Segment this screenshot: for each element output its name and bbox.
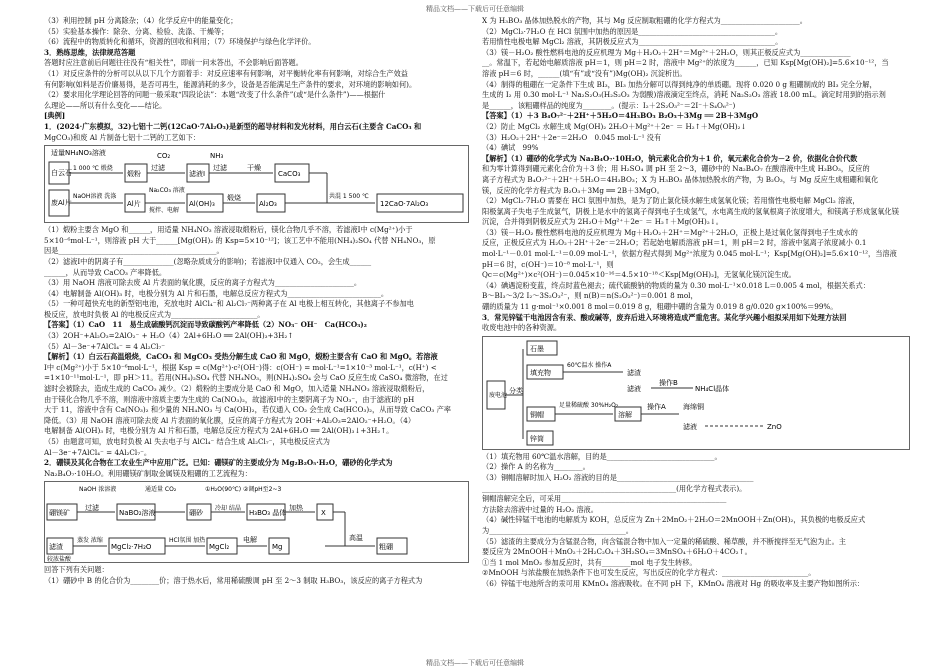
text-line: ______________________________________________________(用化学方程式表示)。 [482,483,747,493]
flow1-mix: 共混 1 500 ℃ [329,193,369,201]
flow3-residue: 滤渣 [627,368,641,377]
page-header: 精品文档——下载后可任意编辑 [426,5,524,13]
text-line: [典例] [44,111,66,121]
text-line: （6）锌锰干电池所含的汞可用 KMnO₄ 溶液吸收。在不同 pH 下，KMnO₄ 溶液对 Hg 的吸收率及主要产物如图所示： [482,578,865,588]
text-line: pH＝6 时，c(OH⁻)＝10⁻⁸ mol·L⁻¹，则 [482,259,614,269]
flow1-aloh3: Al(OH)₃ [189,200,215,209]
text-line: 生成的 I₂ 用 0.30 mol·L⁻¹ Na₂S₂O₃(H₂S₂O₃ 为弱酸)溶液滴定至终点，消耗 Na₂S₂O₃ 溶液 18.00 mL。滴定时用到的指示剂 [482,90,886,100]
left-text-block-3 [44,565,469,586]
flow2-heat: 加热 [289,504,303,513]
text-line: （3）2OH⁻+Al₂O₃=2AlO₂⁻ + H₂O（4）2Al+6H₂O ══ 2Al(OH)₃+3H₂↑ [44,331,294,341]
flow3-filtrate2: 滤液 [683,422,697,431]
text-line: 沉淀，合并得到阴极反应式为 2H₂O＋Mg²⁺＋2e⁻ ＝ H₂↑＋Mg(OH)₂↓。 [482,217,723,227]
text-line: 3．常见锌锰干电池因含有汞、酸或碱等，废弃后进入环境将造成严重危害。某化学兴趣小组拟采用如下处理方法回 [482,312,847,322]
flow1-filter2: 过滤 [213,164,227,173]
text-line: 若用惰性电极电解 MgCl₂ 溶液，其阴极反应式为______________________________________。 [482,37,783,47]
text-line: （4）碘遇淀粉变蓝，终点时蓝色褪去；硫代硫酸钠的物质的量为 0.30 mol·L⁻¹×0.018 L＝0.005 4 mol，根据关系式： [482,280,870,290]
flow1-al-sheet: Al片 [127,200,141,209]
text-line: （2）要求用化学理论回答的问题一般采取“四段论法”：本题“改变了什么条件”(或“是什么条件”)——根据什 [44,90,386,100]
text-line: Al－3e⁻+7AlCl₄⁻ = 4Al₂Cl₇⁻。 [44,447,152,457]
text-line: 镁，反应的化学方程式为 B₂O₃＋3Mg ══ 2B＋3MgO。 [482,185,664,195]
flow2-ore: 硼镁矿 [49,509,70,518]
flow1-filter1: 过滤 [151,164,165,173]
flow1-co2: CO₂ [157,152,171,161]
flow3-acid-h2o2: 足量稀硫酸 30%H₂O₂ [559,401,619,409]
text-line: （3）铜帽溶解时加入 H₂O₂ 溶液的目的是______________________________________ [482,473,754,482]
flow1-product: 12CaO·7Al₂O₃ [380,200,429,209]
flow2-borax: 硼砂 [189,509,203,518]
text-line: 有何影响(如料是否价廉易得，是否可再生，能源消耗的多少，设备是否能满足生产条件的要求，对环境的影响如何)。 [44,79,417,89]
text-line: （5）由题意可知，放电时负极 Al 失去电子与 AlCl₄⁻ 结合生成 Al₂Cl₇⁻，其电极反应式为 [44,437,330,446]
flow2-cool: 冷却 结晶 [215,505,241,513]
text-line: （2）MgCl₂·7H₂O 需要在 HCl 氛围中加热，是为了防止氯化镁水解生成氢氧化镁；若用惰性电极电解 MgCl₂ 溶液， [482,196,860,206]
text-line: 么理论——所以有什么变化——结论。 [44,100,167,110]
text-line: 【答案】（1）CaO 11 易生成硫酸钙沉淀而导致碳酸钙产率降低（2）NO₃⁻ OH⁻ Ca(HCO₃)₂ [44,320,367,330]
text-line: （2）滤液Ⅰ中的阴离子有______________(忽略杂质成分的影响)；若滤液Ⅰ中仅通入 CO₂，会生成______ [44,256,372,266]
text-line: 2．硼镁及其化合物在工农业生产中应用广泛。已知：硼镁矿的主要成分为 Mg₂B₂O₅·H₂O，硼砂的化学式为 [44,458,393,468]
flow3-op-b: 操作B [659,378,678,387]
left-column [44,16,469,587]
text-line: __。常温下，若起始电解质溶液 pH＝1，则 pH＝2 时，溶液中 Mg²⁺的浓度为______，已知 Ksp[Mg(OH)₂]=5.6×10⁻¹²，当 [482,58,889,68]
flow1-dolomite: 白云石 [51,169,72,178]
text-line: （2）操作 A 的名称为________。 [482,462,590,472]
text-line: Ⅰ中 c(Mg²⁺)小于 5×10⁻⁶mol·L⁻¹，根据 Ksp = c(Mg²⁺)·c²(OH⁻)得：c(OH⁻) = mol·L⁻¹=1×10⁻³ mol·L⁻¹，c(H⁺) < [44,362,437,372]
flow1-caco3: CaCO₃ [278,170,301,179]
flow1-top-label: 适量NH₄NO₃溶液 [51,149,106,158]
flow3-op-a: 操作A [647,402,666,411]
text-line: 降低。（3）用 NaOH 溶液可除去废 Al 片表面的氧化膜，反应的离子方程式为 2OH⁻+Al₂O₃=2AlO₂⁻+H₂O。（4） [44,415,416,425]
text-line: 要反应为 2MnOOH＋MnO₂＋2H₂C₂O₄＋3H₂SO₄＝3MnSO₄＋6H₂O＋4CO₂↑。 [482,547,752,557]
flow1-calcine2: 煅烧 [227,194,241,203]
flow1-calcine: 1 000 ℃ 煅烧 [73,165,113,173]
text-line: 溶液 pH＝6 时，______(填“有”或“没有”)Mg(OH)₂ 沉淀析出。 [482,68,687,78]
flow2-evaporate: 蒸发 浓缩 [77,537,103,545]
text-line: mol·L⁻¹－0.01 mol·L⁻¹＝0.09 mol·L⁻¹，依据方程式得到 Mg²⁺浓度为 0.045 mol·L⁻¹；Ksp[Mg(OH)₂]=5.6×10⁻¹²，当溶液 [482,249,897,259]
text-line: （2）防止 MgCl₂ 水解生成 Mg(OH)₂ 2H₂O＋Mg²⁺＋2e⁻ ＝ H₂↑＋Mg(OH)₂↓ [482,121,747,131]
text-line: 铜帽溶解完全后，可采用______________________________________________ [482,494,727,504]
text-line: （5）实验基本操作：除杂、分离、检验、洗涤、干燥等； [44,26,229,36]
flow1-nh3: NH₃ [210,152,224,161]
text-line: 由于镁化合物几乎不溶，则溶液中溶质主要为生成的 Ca(NO₃)₂，故滤液Ⅰ中的主要阴离子为 NO₃⁻，由于滤液Ⅰ的 pH [44,394,415,404]
flow1-filtrate: 滤液Ⅰ [189,170,206,179]
text-line: 阳极氯离子失电子生成氯气，阴极上是水中的氢离子得到电子生成氢气，水电离生成的氢氧根离子浓度增大，和镁离子形成氢氧化镁 [482,206,899,216]
right-text-block-2 [482,452,910,590]
text-line: 因是____________________________________________。 [44,246,224,256]
flow2-crude-boron: 粗硼 [379,543,393,552]
text-line: （1）对反应条件的分析可以从以下几个方面着手：对反应速率有何影响，对平衡转化率有何影响，对综合生产效益 [44,68,408,78]
text-line: （5）一种可超快充电的新型铝电池，充放电时 AlCl₄⁻和 Al₂Cl₇⁻两种离子在 Al 电极上相互转化，其他离子不参加电 [44,299,414,309]
flow3-graphite: 石墨 [530,344,544,353]
text-line: ①当 1 mol MnO₂ 参加反应时，共有________mol 电子发生转移。 [482,557,697,567]
flow2-hcl-heat: HCl氛围 加热 [169,537,206,545]
text-line: 1．(2024·广东模拟，32)七铝十二钙(12CaO·7Al₂O₃)是新型的超导材料和发光材料，用白云石(主要含 CaCO₃ 和 [44,121,422,131]
right-text-block-1 [482,16,910,334]
text-line: 3．熟练思维，法律规范答题 [44,47,136,57]
flow3-classify: 分类 [509,386,523,395]
text-line: 5×10⁻⁶mol·L⁻¹，则溶液 pH 大于______[Mg(OH)₂ 的 Ksp=5×10⁻¹²]；该工艺中不能用(NH₄)₂SO₄ 代替 NH₄NO₃，原 [44,235,436,245]
flow1-naoh-wash: NaOH溶液 洗涤 [73,193,117,201]
flow2-h3bo3: H₃BO₃ 晶体 [249,509,287,518]
text-line: （4）电解制备 Al(OH)₃ 时，电极分别为 Al 片和石墨，电解总反应方程式为__________________________。 [44,288,389,298]
flow1-waste-al: 废Al片 [51,199,72,208]
flow3-waste-battery: 废电池 [489,391,508,399]
flow2-mg: Mg [272,543,283,552]
text-line: （3）H₂O₂＋2H⁺＋2e⁻＝2H₂O 0.045 mol·L⁻¹ 没有 [482,132,662,142]
flow2-residue: 滤渣 [49,543,63,552]
flow3-dissolve: 溶解 [618,410,632,419]
flow2-mgcl2-hydrate: MgCl₂·7H₂O [111,543,152,552]
flow2-co2: 通适量 CO₂ [145,486,177,494]
text-line: （4）碘试 99% [482,143,539,153]
text-line: （6）流程中的物质转化和循环，资源的回收和利用；（7）环境保护与绿色化学评价。 [44,37,316,47]
page-footer: 精品文档——下载后可任意编辑 [426,659,524,667]
text-line: （4）碱性锌锰干电池的电解质为 KOH，总反应为 Zn＋2MnO₂＋2H₂O＝2MnOOH＋Zn(OH)₂，其负极的电极反应式 [482,515,866,525]
text-line: （1）硼砂中 B 的化合价为________价；溶于热水后，常用稀硫酸调 pH 至 2～3 制取 H₃BO₃，该反应的离子方程式为 [44,575,423,585]
text-line: 大于 11，溶液中含有 Ca(NO₃)₂ 和少量的 NH₄NO₃ 与 Ca(OH)₂，若仅通入 CO₂ 会生成 Ca(HCO₃)₂，从而导致 CaCO₃ 产率 [44,405,451,415]
text-line: 极反应，放电时负极 Al 的电极反应式为________________________。 [44,309,265,319]
text-line: 离子方程式为 B₄O₇²⁻＋2H⁺＋5H₂O＝4H₃BO₃；X 为 H₃BO₃ 晶体加热脱水的产物，为 B₂O₃，与 Mg 反应生成粗硼和氧化 [482,174,879,184]
text-line: （3）利用控制 pH 分离除杂；（4）化学反应中的能量变化； [44,16,238,25]
flow3-nh4cl: NH₄Cl晶体 [695,384,730,393]
text-line: （1）煅粉主要含 MgO 和______，用适量 NH₄NO₃ 溶液浸取煅粉后，镁化合物几乎不溶，若滤液Ⅰ中 c(Mg²⁺)小于 [44,225,413,235]
text-line: =1×10⁻¹¹mol·L⁻¹，即 pH＞11。若用(NH₄)₂SO₄ 代替 NH₄NO₃，则(NH₄)₂SO₄ 会与 CaO 反应生成 CaSO₄ 微溶物，在过 [44,373,448,383]
flow2-naoh: NaOH 浓溶液 [79,486,117,494]
flow1-stir-electrolyze: 搅拌、电解 [149,207,180,215]
text-line: （3）用 NaOH 溶液可除去废 Al 片表面的氧化膜，反应的离子方程式为______________________。 [44,278,362,288]
text-line: B～BI₃～3/2 I₂～3S₂O₃²⁻，则 n(B)＝n(S₂O₃²⁻)＝0.001 8 mol， [482,291,698,301]
flow2-electrolysis: 电解 [243,536,257,545]
flowchart-battery-recycling [482,336,910,450]
flow3-copper-cap: 铜帽 [530,410,544,419]
text-line: Na₂B₄O₇·10H₂O。利用硼镁矿制取金属镁及粗硼的工艺流程为： [44,468,252,478]
left-text-block-1 [44,16,469,143]
right-column [482,16,910,590]
text-line: 为______________________________________。 [482,525,633,535]
text-line: （2）MgCl₂·7H₂O 在 HCl 氛围中加热的原因是______________________________________。 [482,26,783,36]
text-line: 滤时会被除去，造成生成的 CaCO₃ 减少。（2）煅粉的主要成分是 CaO 和 MgO，加入适量 NH₄NO₃ 溶液浸取煅粉后， [44,384,430,394]
flowchart-boron-magnesium [44,481,469,563]
text-line: Qc＝c(Mg²⁺)×c²(OH⁻)＝0.045×10⁻¹⁶＝4.5×10⁻¹⁸＜Ksp[Mg(OH)₂]，无氢氧化镁沉淀生成。 [482,270,796,280]
flow1-powder: 煅粉 [127,170,141,179]
text-line: 【解析】（1）白云石高温煅烧，CaCO₃ 和 MgCO₃ 受热分解生成 CaO 和 MgO，煅粉主要含有 CaO 和 MgO。若溶液 [44,352,438,362]
text-line: 【解析】（1）硼砂的化学式为 Na₂B₄O₇·10H₂O，钠元素化合价为＋1 价，氧元素化合价为－2 价，依据化合价代数 [482,153,858,163]
text-line: （5）滤渣的主要成分为含锰混合物，向含锰混合物中加入一定量的稀硫酸、稀草酸，并不断搅拌至无气泡为止。主 [482,536,846,546]
flow2-filter: 过滤 [85,504,99,513]
text-line: X 为 H₃BO₃ 晶体加热脱水的产物，其与 Mg 反应制取粗硼的化学方程式为______________________。 [482,16,807,25]
flow3-filler: 填充物 [530,368,551,377]
text-line: （3）镁－H₂O₂ 酸性燃料电池的反应机理为 Mg＋H₂O₂＋2H⁺＝Mg²⁺＋2H₂O，则其正极反应式为______________ [482,47,851,57]
text-line: 硼的质量为 11 g·mol⁻¹×0.001 8 mol＝0.019 8 g，粗硼中硼的含量为 0.019 8 g/0.020 g×100%＝99%。 [482,302,838,312]
flow3-warm-water: 60℃温水 操作A [567,361,612,369]
text-line: 【答案】（1）＋3 B₄O₇²⁻＋2H⁺＋5H₂O＝4H₃BO₃ B₂O₃＋3Mg ══ 2B＋3MgO [482,111,759,121]
text-line: （4）制得的粗硼在一定条件下生成 BI₃，BI₃ 加热分解可以得到纯净的单质硼。现将 0.020 0 g 粗硼制成的 BI₃ 完全分解， [482,79,877,89]
flow3-zno: ZnO [767,422,782,431]
flow2-hcl-conc: 较浓盐酸 [47,556,72,563]
text-line: 电解制备 Al(OH)₃ 时，电极分别为 Al 片和石墨，电解总反应方程式为 2Al+6H₂O ══ 2Al(OH)₃↓+3H₂↑。 [44,426,394,436]
text-line: 是______，该粗硼样品的纯度为________。(提示：I₂＋2S₂O₃²⁻＝2I⁻＋S₄O₆²⁻) [482,100,736,110]
text-line: MgCO₃)和废 Al 片制备七铝十二钙的工艺如下： [44,132,201,142]
text-line: 方法除去溶液中过量的 H₂O₂ 溶液。 [482,504,598,514]
text-line: 答题时应注意前后问题往往没有“相关性”，即前一问未答出，不会影响后面答题。 [44,58,303,68]
flow3-filtrate: 滤液 [627,384,641,393]
text-line: 反应，正极反应式为 H₂O₂＋2H⁺＋2e⁻＝2H₂O；若起始电解质溶液 pH＝1，则 pH＝2 时，溶液中氢离子浓度减小 0.1 [482,238,867,248]
flow2-nabo2: NaBO₂溶液 [119,509,156,518]
flow2-x: X [321,509,326,518]
text-line: （1）填充物用 60℃温水溶解，目的是______________________________。 [482,451,722,461]
text-line: （3）镁－H₂O₂ 酸性燃料电池的反应机理为 Mg＋H₂O₂＋2H⁺＝Mg²⁺＋2H₂O，正极上是过氧化氢得到电子生成水的 [482,227,858,237]
flow2-high-temp: 高温 [349,534,363,543]
flow3-zinc-can: 锌筒 [530,434,544,443]
flow1-al2o3: Al₂O₃ [259,200,277,209]
text-line: 收废电池中的各种资源。 [482,323,562,333]
left-text-block-2 [44,225,469,479]
flow2-mgcl2: MgCl₂ [209,543,230,552]
text-line: （5）Al－3e⁻+7AlCl₄⁻ = 4 Al₂Cl₇⁻ [44,341,166,351]
flow1-na2co3: Na₂CO₃ 溶液 [149,187,185,195]
flow1-dry: 干燥 [247,164,261,173]
text-line: ②MnOOH 与浓盐酸在加热条件下也可发生反应，写出反应的化学方程式：________________________。 [482,568,816,578]
text-line: 回答下列有关问题： [44,565,109,575]
text-line: ______，从而导致 CaCO₃ 产率降低。 [44,267,167,277]
text-line: 和为零计算得到硼元素化合价为＋3 价；用 H₂SO₄ 调 pH 至 2～3，硼砂中的 Na₂B₄O₇ 在酸溶液中生成 H₃BO₃，反应的 [482,164,870,174]
flow2-water-ph: ①H₂O(90℃) ②调pH至2~3 [205,486,282,494]
flowchart-calcium-aluminate [44,145,469,223]
flow3-sponge-copper: 海绵铜 [683,402,704,411]
